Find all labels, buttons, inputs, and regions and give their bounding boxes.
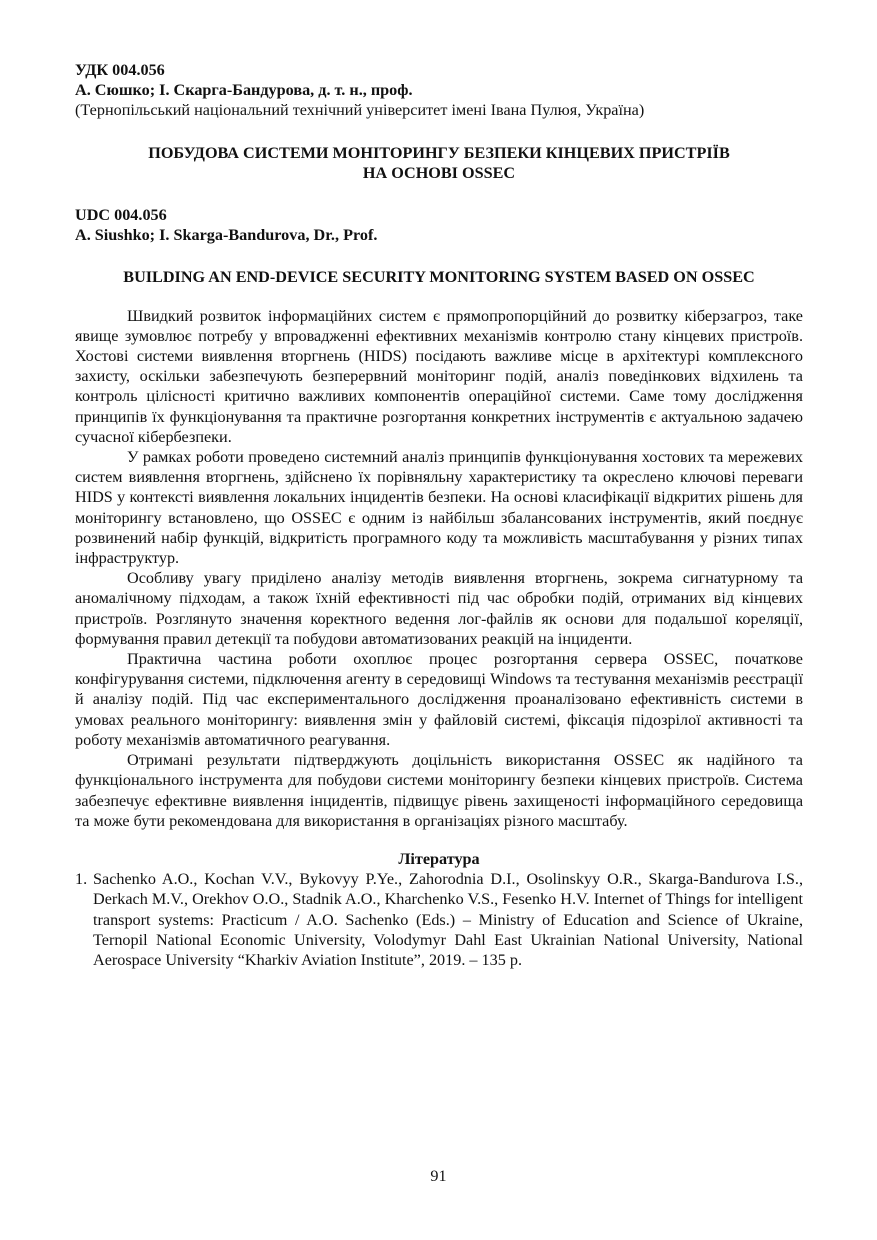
udc-en: UDC 004.056 xyxy=(75,206,167,225)
abstract xyxy=(75,306,803,831)
affiliation: (Тернопільський національний технічний університет імені Івана Пулюя, Україна) xyxy=(75,101,645,120)
udc-uk: УДК 004.056 xyxy=(75,61,165,79)
page-number: 91 xyxy=(430,1167,447,1185)
authors-en: A. Siushko; I. Skarga-Bandurova, Dr., Prof. xyxy=(75,226,378,245)
title-uk-line1: ПОБУДОВА СИСТЕМИ МОНІТОРИНГУ БЕЗПЕКИ КІНЦЕВИХ ПРИСТРІЇВ xyxy=(148,143,730,162)
abstract-paragraph: Особливу увагу приділено аналізу методів виявлення вторгнень, зокрема сигнатурному та аномалічному підходам, а також їхній ефективності під час обробки подій, отриманих від кінцевих пристроїв. Розглянуто значення коректного ведення лог-файлів як основи для подальшої кореляції, формування правил детекції та побудови автоматизованих реакцій на інциденти. xyxy=(75,569,803,648)
reference-item xyxy=(75,869,803,970)
authors-uk: А. Сюшко; І. Скарга-Бандурова, д. т. н., проф. xyxy=(75,81,413,100)
reference-number: 1. xyxy=(75,870,88,889)
abstract-paragraph: Отримані результати підтверджують доцільність використання OSSEC як надійного та функціонального інструмента для побудови системи моніторингу безпеки кінцевих пристроїв. Система забезпечує ефективне виявлення інцидентів, підвищує рівень захищеності інформаційного середовища та може бути рекомендована для використання в організаціях різного масштабу. xyxy=(75,751,803,830)
document-page xyxy=(75,60,803,970)
abstract-paragraph: Практична частина роботи охоплює процес розгортання сервера OSSEC, початкове конфігурування системи, підключення агенту в середовищі Windows та тестування механізмів реєстрації й аналізу подій. Під час експериментального дослідження проаналізовано ефективність системи в умовах реального моніторингу: виявлення змін у файловій системі, фіксація підозрілої активності та роботу механізмів автоматичного реагування. xyxy=(75,650,803,749)
abstract-paragraph: Швидкий розвиток інформаційних систем є прямопропорційний до розвитку кіберзагроз, таке явище зумовлює потребу у впровадженні ефективних механізмів контролю стану кінцевих пристроїв. Хостові системи виявлення вторгнень (HIDS) посідають важливе місце в архітектурі комплексного захисту, оскільки забезпечують безперервний моніторинг подій, аналіз поведінкових відхилень та контроль цілісності критично важливих компонентів операційної системи. Саме тому дослідження принципів їх функціонування та практичне розгортання конкретних інструментів є актуальною задачею сучасної кібербезпеки. xyxy=(75,306,803,446)
title-uk-line2: НА ОСНОВІ OSSEC xyxy=(362,163,516,182)
references-list xyxy=(75,869,803,970)
abstract-paragraph: У рамках роботи проведено системний аналіз принципів функціонування хостових та мережевих систем виявлення вторгнень, здійснено їх порівняльну характеристику та окреслено ключові переваги HIDS у контексті виявлення локальних інцидентів безпеки. На основі класифікації відкритих рішень для моніторингу встановлено, що OSSEC є одним із найбільш збалансованих інструментів, який поєднує розвинений набір функцій, відкритість програмного коду та можливість масштабування у різних типах інфраструктур. xyxy=(75,448,803,568)
title-en: BUILDING AN END-DEVICE SECURITY MONITORING SYSTEM BASED ON OSSEC xyxy=(123,268,755,287)
title-uk xyxy=(75,143,803,183)
references-heading: Література xyxy=(398,849,480,868)
reference-text: Sachenko A.O., Kochan V.V., Bykovyy P.Ye., Zahorodnia D.I., Osolinskyy O.R., Skarga-Bandurova I.S., Derkach M.V., Orekhov O.O., Stadnik A.O., Kharchenko V.S., Fesenko H.V. Internet of Things for intelligent transport systems: Practicum / A.O. Sachenko (Eds.) – Ministry of Education and Science of Ukraine, Ternopil National Economic University, Volodymyr Dahl East Ukrainian National University, National Aerospace University “Kharkiv Aviation Institute”, 2019. – 135 p. xyxy=(93,870,803,969)
